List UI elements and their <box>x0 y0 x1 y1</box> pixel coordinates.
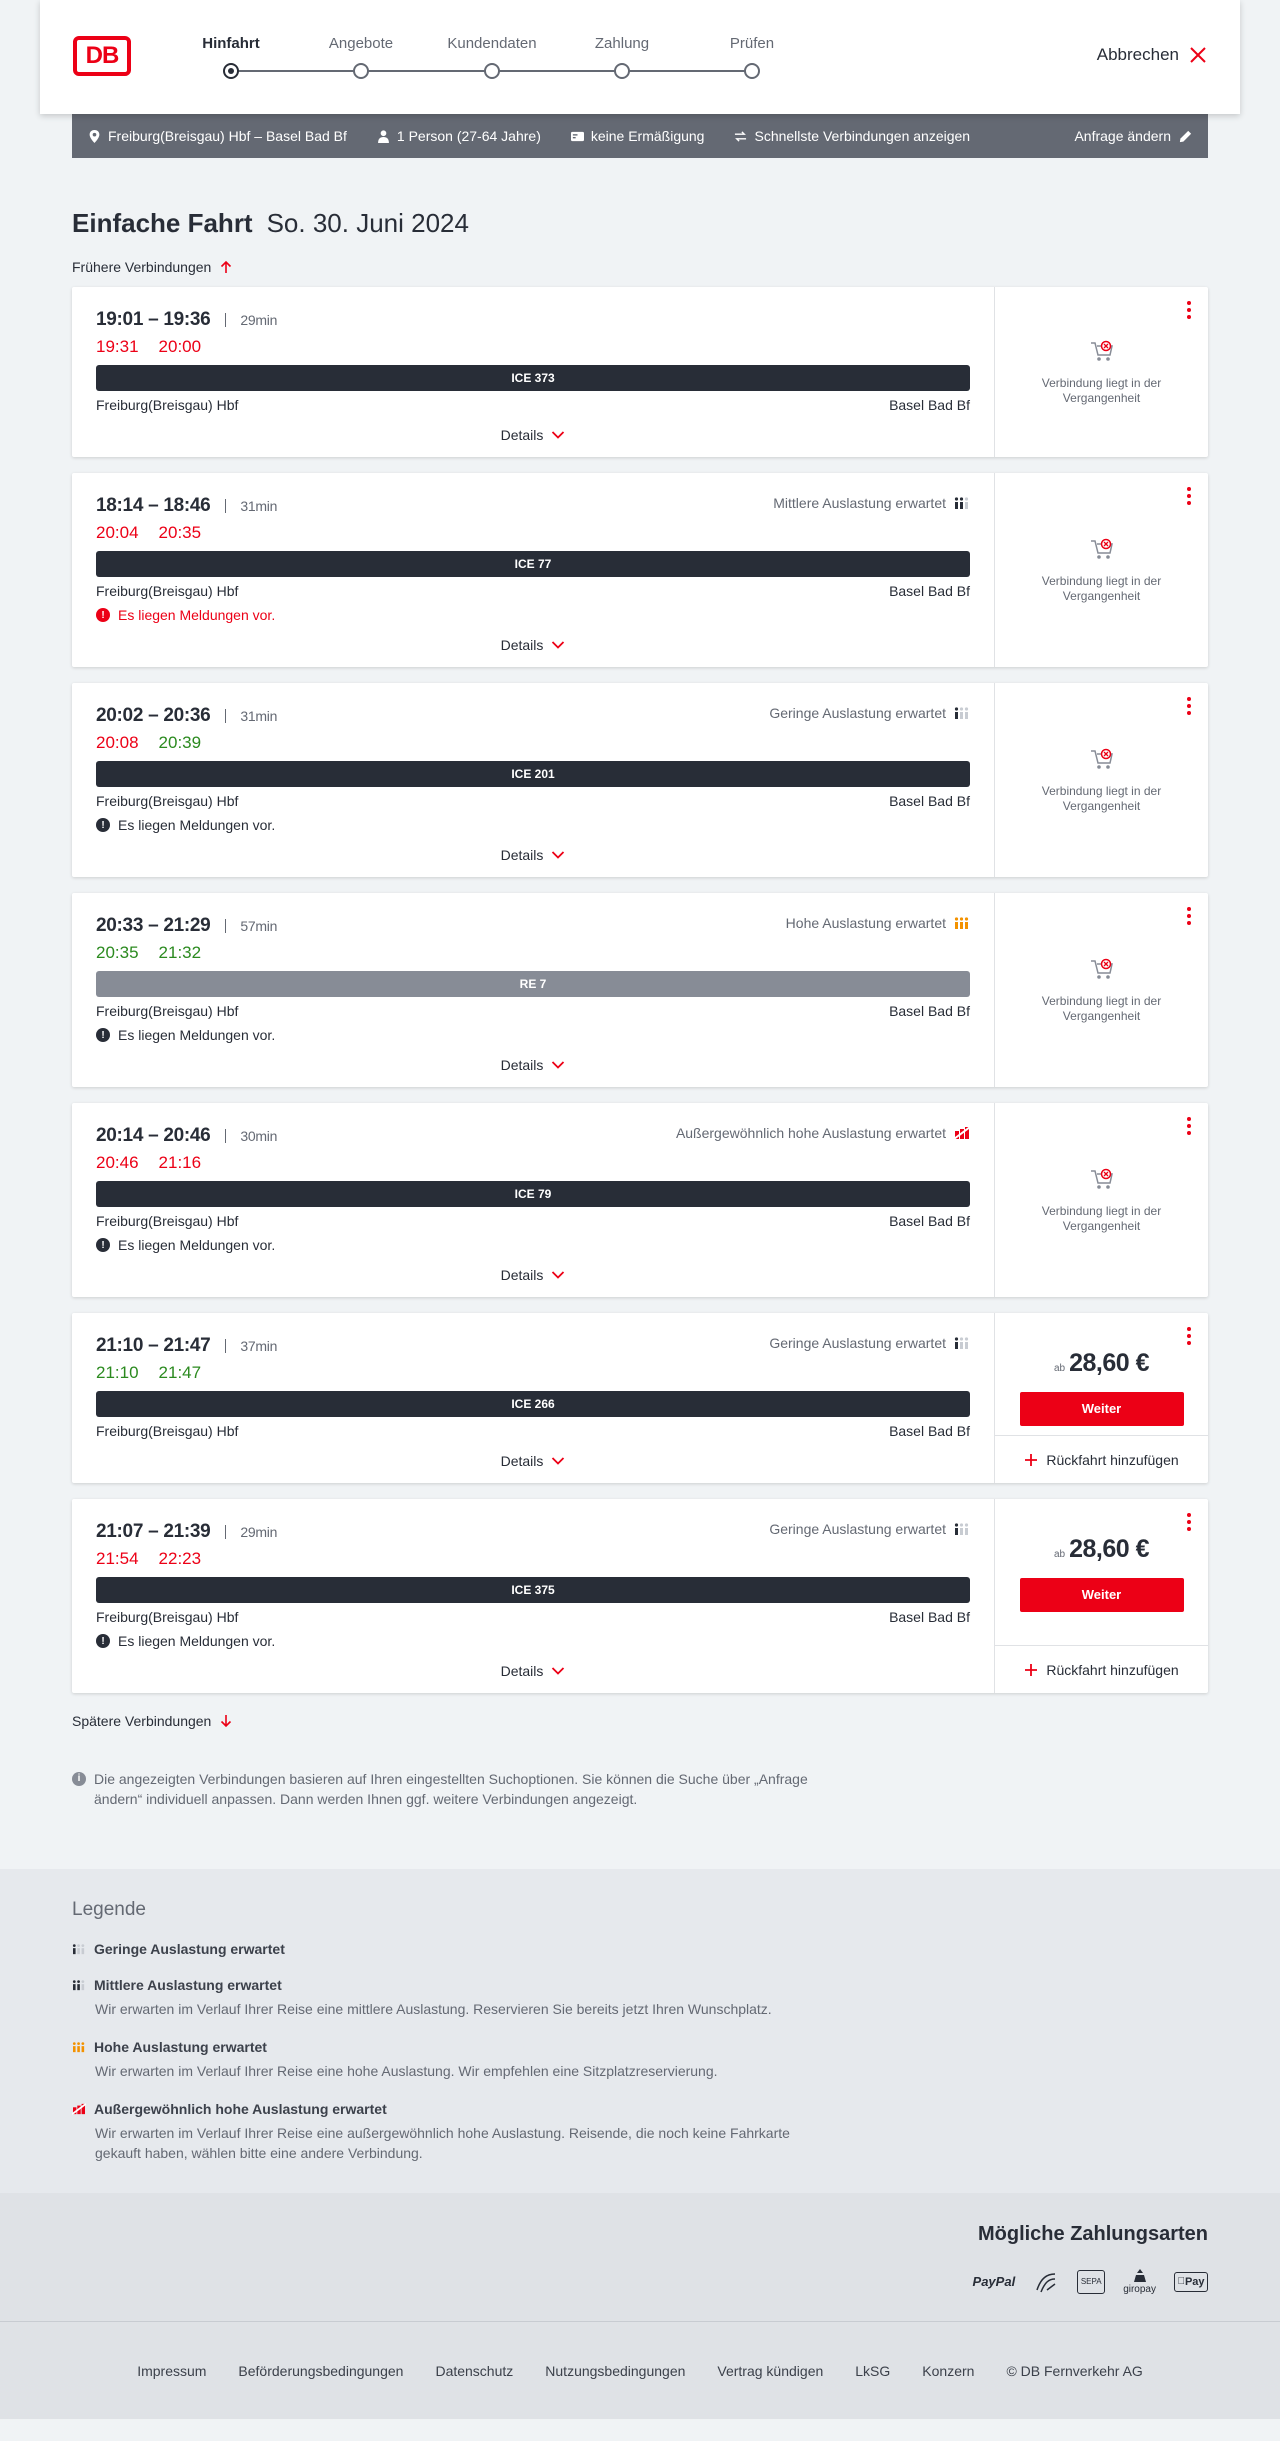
legend-item <box>72 1941 1208 1957</box>
route-summary <box>88 128 347 144</box>
planned-time-range: 20:02 – 20:36 <box>96 705 211 726</box>
discount-text: keine Ermäßigung <box>590 128 705 144</box>
abort-button[interactable] <box>1097 45 1207 65</box>
connection-card <box>72 893 1208 1087</box>
trip-date: So. 30. Juni 2024 <box>266 208 469 238</box>
swap-arrows-icon <box>734 130 747 143</box>
step-hinfahrt <box>171 34 291 79</box>
load-indicator <box>676 1125 970 1141</box>
step-angebote <box>301 34 421 79</box>
train-bar[interactable]: ICE 375 <box>96 1577 970 1603</box>
details-toggle[interactable] <box>96 1057 970 1073</box>
legend-item-heading <box>72 2101 1208 2117</box>
connection-offer <box>995 683 1208 877</box>
stations <box>96 1609 970 1625</box>
past-connection-notice <box>995 893 1208 1087</box>
cart-unavailable-icon <box>1089 536 1115 562</box>
continue-button[interactable]: Weiter <box>1020 1392 1184 1426</box>
arrow-down-icon <box>219 1714 233 1728</box>
realtime-arrival: 20:00 <box>158 337 202 356</box>
payment-methods <box>72 2268 1208 2295</box>
planned-times <box>96 309 970 331</box>
stations <box>96 583 970 599</box>
disruption-message <box>96 1027 970 1043</box>
later-label: Spätere Verbindungen <box>72 1713 212 1729</box>
step-label: Kundendaten <box>447 35 537 52</box>
details-label: Details <box>500 1663 544 1679</box>
load-low-icon <box>72 1943 86 1955</box>
change-request-label: Anfrage ändern <box>1074 128 1171 144</box>
abort-label: Abbrechen <box>1096 45 1179 64</box>
connection-offer <box>995 1499 1208 1693</box>
origin-station: Freiburg(Breisgau) Hbf <box>96 397 239 413</box>
connection-main <box>72 1313 995 1483</box>
step-kundendaten <box>432 34 552 79</box>
realtime-arrival: 21:16 <box>158 1153 202 1172</box>
realtime-departure: 21:10 <box>96 1363 139 1382</box>
duration: 29min <box>240 1524 278 1540</box>
disruption-message <box>96 817 970 833</box>
earlier-label: Frühere Verbindungen <box>72 259 212 275</box>
giropay-label: giropay <box>1123 2284 1156 2295</box>
header <box>40 0 1240 114</box>
load-low-icon <box>954 1522 970 1536</box>
load-text: Geringe Auslastung erwartet <box>769 1521 946 1537</box>
load-text: Außergewöhnlich hohe Auslastung erwartet <box>675 1125 946 1141</box>
more-options-icon[interactable] <box>1186 487 1192 505</box>
load-medium-icon <box>72 1979 86 1991</box>
load-very-high-icon <box>954 1126 970 1140</box>
separator <box>225 1525 226 1539</box>
load-indicator <box>769 1335 970 1351</box>
planned-time-range: 20:33 – 21:29 <box>96 915 211 936</box>
paypal-icon: PayPal <box>972 2274 1016 2289</box>
details-label: Details <box>500 637 544 653</box>
realtime-times <box>96 523 970 543</box>
disruption-message <box>96 607 970 623</box>
connection-card <box>72 1103 1208 1297</box>
db-logo[interactable]: DB <box>73 36 131 76</box>
passenger-summary <box>377 128 541 144</box>
disruption-message <box>96 1633 970 1649</box>
load-low-icon <box>954 1336 970 1350</box>
apple-pay-label: Pay <box>1181 2275 1201 2288</box>
direct-debit-icon <box>1033 2270 1059 2294</box>
legend-title: Legende <box>72 1899 146 1920</box>
past-connection-text: Verbindung liegt in der Vergangenheit <box>1041 376 1162 405</box>
planned-time-range: 19:01 – 19:36 <box>96 309 211 330</box>
discount-summary <box>571 128 705 144</box>
realtime-times <box>96 733 970 753</box>
search-summary-bar <box>72 114 1208 158</box>
sepa-credit-card-icon: SEPA <box>1077 2270 1105 2294</box>
add-return-label: Rückfahrt hinzufügen <box>1046 1661 1179 1678</box>
legend-item-desc: Wir erwarten im Verlauf Ihrer Reise eine außergewöhnlich hohe Auslastung. Reisende, die noch keine Fahrkarte gekauft haben, wählen bitte eine andere Verbindung. <box>95 2125 790 2161</box>
step-dot <box>223 63 239 79</box>
disruption-text: Es liegen Meldungen vor. <box>118 1633 276 1649</box>
trip-type: Einfache Fahrt <box>72 208 253 238</box>
connection-offer <box>995 287 1208 457</box>
search-info-note <box>72 1769 832 1809</box>
later-connections-link[interactable] <box>72 1713 1208 1729</box>
connection-main <box>72 473 995 667</box>
price-value: 28,60 € <box>1069 1349 1150 1377</box>
alert-icon: ! <box>96 1634 110 1648</box>
realtime-times <box>96 337 970 357</box>
legend-section <box>0 1869 1280 2193</box>
load-low-icon <box>954 706 970 720</box>
origin-station: Freiburg(Breisgau) Hbf <box>96 1213 239 1229</box>
origin-station: Freiburg(Breisgau) Hbf <box>96 1003 239 1019</box>
footer-link[interactable]: Beförderungsbedingungen <box>238 2362 404 2379</box>
realtime-departure: 20:04 <box>96 523 139 542</box>
origin-station: Freiburg(Breisgau) Hbf <box>96 583 239 599</box>
add-return-trip-button[interactable] <box>995 1645 1208 1693</box>
step-zahlung <box>562 34 682 79</box>
realtime-times <box>96 1363 970 1383</box>
duration: 31min <box>240 708 278 724</box>
step-label: Zahlung <box>594 35 650 52</box>
planned-time-range: 21:07 – 21:39 <box>96 1521 211 1542</box>
apple-pay-icon <box>1174 2272 1208 2292</box>
step-dot <box>614 63 630 79</box>
legend-item <box>72 2039 1208 2081</box>
step-dot <box>744 63 760 79</box>
more-options-icon[interactable] <box>1186 907 1192 925</box>
footer-link[interactable]: LkSG <box>855 2362 891 2379</box>
more-options-icon[interactable] <box>1186 1327 1192 1345</box>
legend-item-title: Hohe Auslastung erwartet <box>94 2039 267 2055</box>
train-bar[interactable]: RE 7 <box>96 971 970 997</box>
planned-time-range: 20:14 – 20:46 <box>96 1125 211 1146</box>
price <box>995 1349 1208 1378</box>
train-bar[interactable]: ICE 77 <box>96 551 970 577</box>
past-connection-notice <box>995 287 1208 457</box>
legend-item-desc: Wir erwarten im Verlauf Ihrer Reise eine hohe Auslastung. Wir empfehlen eine Sitzplatzreservierung. <box>95 2063 718 2079</box>
details-toggle[interactable] <box>96 1267 970 1283</box>
info-text: Die angezeigten Verbindungen basieren auf Ihren eingestellten Suchoptionen. Sie können die Suche über „Anfrage ändern“ individuell anpassen. Dann werden Ihnen ggf. weitere Verbindungen angezeigt. <box>94 1771 808 1807</box>
past-connection-text: Verbindung liegt in der Vergangenheit <box>1041 994 1162 1023</box>
past-connection-notice <box>995 683 1208 877</box>
disruption-text: Es liegen Meldungen vor. <box>118 1237 276 1253</box>
connection-list <box>72 287 1208 1693</box>
footer-link[interactable]: Impressum <box>137 2362 207 2379</box>
payment-section <box>0 2193 1280 2321</box>
arrow-up-icon <box>219 260 233 274</box>
chevron-down-icon <box>551 850 565 860</box>
chevron-down-icon <box>551 1270 565 1280</box>
destination-station: Basel Bad Bf <box>889 583 970 599</box>
details-toggle[interactable] <box>96 1453 970 1469</box>
price-value: 28,60 € <box>1069 1535 1150 1563</box>
stations <box>96 1213 970 1229</box>
duration: 31min <box>240 498 278 514</box>
route-text: Freiburg(Breisgau) Hbf – Basel Bad Bf <box>108 128 347 144</box>
footer-link[interactable]: Nutzungsbedingungen <box>545 2362 686 2379</box>
option-summary <box>734 128 970 144</box>
footer-link[interactable]: © DB Fernverkehr AG <box>1006 2362 1143 2379</box>
origin-station: Freiburg(Breisgau) Hbf <box>96 793 239 809</box>
connection-offer <box>995 1313 1208 1483</box>
connection-main <box>72 893 995 1087</box>
realtime-arrival: 20:39 <box>158 733 202 752</box>
train-bar[interactable]: ICE 373 <box>96 365 970 391</box>
chevron-down-icon <box>551 1060 565 1070</box>
giropay-icon <box>1123 2268 1156 2295</box>
load-high-icon <box>72 2041 86 2053</box>
legend-item <box>72 2101 1208 2163</box>
realtime-times <box>96 1549 970 1569</box>
cart-unavailable-icon <box>1089 956 1115 982</box>
load-text: Geringe Auslastung erwartet <box>769 1335 946 1351</box>
realtime-departure: 20:08 <box>96 733 139 752</box>
step-label: Angebote <box>328 35 394 52</box>
details-toggle[interactable] <box>96 1663 970 1679</box>
footer-link[interactable]: Vertrag kündigen <box>717 2362 824 2379</box>
disruption-text: Es liegen Meldungen vor. <box>118 607 276 623</box>
step-pruefen <box>692 34 812 79</box>
details-label: Details <box>500 1453 544 1469</box>
realtime-arrival: 21:32 <box>158 943 202 962</box>
footer-link[interactable]: Datenschutz <box>435 2362 514 2379</box>
past-connection-notice <box>995 473 1208 667</box>
details-label: Details <box>500 427 544 443</box>
more-options-icon[interactable] <box>1186 1513 1192 1531</box>
disruption-text: Es liegen Meldungen vor. <box>118 1027 276 1043</box>
details-toggle[interactable] <box>96 427 970 443</box>
cart-unavailable-icon <box>1089 1166 1115 1192</box>
realtime-departure: 20:35 <box>96 943 139 962</box>
train-bar[interactable]: ICE 266 <box>96 1391 970 1417</box>
connection-offer <box>995 1103 1208 1297</box>
plus-icon <box>1024 1453 1038 1467</box>
load-high-icon <box>954 916 970 930</box>
realtime-times <box>96 943 970 963</box>
duration: 37min <box>240 1338 278 1354</box>
destination-station: Basel Bad Bf <box>889 1213 970 1229</box>
stations <box>96 397 970 413</box>
add-return-trip-button[interactable] <box>995 1435 1208 1483</box>
legend-item-heading <box>72 2039 1208 2055</box>
planned-time-range: 18:14 – 18:46 <box>96 495 211 516</box>
realtime-arrival: 22:23 <box>158 1549 202 1568</box>
connection-card <box>72 1313 1208 1483</box>
alert-icon: ! <box>96 1238 110 1252</box>
duration: 57min <box>240 918 278 934</box>
chevron-down-icon <box>551 640 565 650</box>
legend-item-title: Außergewöhnlich hohe Auslastung erwartet <box>94 2101 387 2117</box>
planned-time-range: 21:10 – 21:47 <box>96 1335 211 1356</box>
connection-main <box>72 683 995 877</box>
origin-station: Freiburg(Breisgau) Hbf <box>96 1609 239 1625</box>
load-very-high-icon <box>72 2103 86 2115</box>
duration: 29min <box>240 312 278 328</box>
details-label: Details <box>500 847 544 863</box>
price-prefix: ab <box>1053 1363 1066 1374</box>
connection-offer <box>995 893 1208 1087</box>
train-bar[interactable]: ICE 201 <box>96 761 970 787</box>
option-text: Schnellste Verbindungen anzeigen <box>754 128 971 144</box>
chevron-down-icon <box>551 1456 565 1466</box>
details-toggle[interactable] <box>96 847 970 863</box>
separator <box>225 919 226 933</box>
disruption-text: Es liegen Meldungen vor. <box>118 817 276 833</box>
more-options-icon[interactable] <box>1186 301 1192 319</box>
load-medium-icon <box>954 496 970 510</box>
legend-item-heading <box>72 1977 1208 1993</box>
add-return-label: Rückfahrt hinzufügen <box>1046 1451 1179 1468</box>
connection-card <box>72 287 1208 457</box>
details-label: Details <box>500 1267 544 1283</box>
details-label: Details <box>500 1057 544 1073</box>
chevron-down-icon <box>551 1666 565 1676</box>
chevron-down-icon <box>551 430 565 440</box>
price <box>995 1535 1208 1564</box>
payment-title: Mögliche Zahlungsarten <box>977 2223 1208 2245</box>
details-toggle[interactable] <box>96 637 970 653</box>
footer <box>0 2321 1280 2419</box>
past-connection-notice <box>995 1103 1208 1297</box>
past-connection-text: Verbindung liegt in der Vergangenheit <box>1041 1204 1162 1233</box>
step-dot <box>484 63 500 79</box>
duration: 30min <box>240 1128 278 1144</box>
past-connection-text: Verbindung liegt in der Vergangenheit <box>1041 784 1162 813</box>
plus-icon <box>1024 1663 1038 1677</box>
stations <box>96 793 970 809</box>
past-connection-text: Verbindung liegt in der Vergangenheit <box>1041 574 1162 603</box>
realtime-arrival: 21:47 <box>158 1363 202 1382</box>
origin-station: Freiburg(Breisgau) Hbf <box>96 1423 239 1439</box>
continue-button[interactable]: Weiter <box>1020 1578 1184 1612</box>
legend-item-desc: Wir erwarten im Verlauf Ihrer Reise eine mittlere Auslastung. Reservieren Sie bereits jetzt Ihren Wunschplatz. <box>95 2001 772 2017</box>
info-icon: i <box>72 1772 86 1786</box>
connection-card <box>72 683 1208 877</box>
load-indicator <box>786 915 970 931</box>
alert-icon: ! <box>96 818 110 832</box>
separator <box>225 1129 226 1143</box>
main-content <box>72 208 1208 1809</box>
earlier-connections-link[interactable] <box>72 259 1208 275</box>
legend-item <box>72 1977 1208 2019</box>
change-request-button[interactable] <box>1074 128 1192 144</box>
destination-station: Basel Bad Bf <box>889 1003 970 1019</box>
more-options-icon[interactable] <box>1186 697 1192 715</box>
realtime-departure: 21:54 <box>96 1549 139 1568</box>
connection-card <box>72 473 1208 667</box>
separator <box>225 1339 226 1353</box>
train-bar[interactable]: ICE 79 <box>96 1181 970 1207</box>
connection-card <box>72 1499 1208 1693</box>
load-text: Mittlere Auslastung erwartet <box>773 495 946 511</box>
cart-unavailable-icon <box>1089 746 1115 772</box>
realtime-departure: 19:31 <box>96 337 139 356</box>
price-prefix: ab <box>1053 1549 1066 1560</box>
stations <box>96 1003 970 1019</box>
connection-main <box>72 287 995 457</box>
connection-main <box>72 1103 995 1297</box>
cart-unavailable-icon <box>1089 338 1115 364</box>
separator <box>225 313 226 327</box>
load-indicator <box>773 495 970 511</box>
close-icon <box>1189 46 1207 64</box>
destination-station: Basel Bad Bf <box>889 1423 970 1439</box>
location-pin-icon <box>88 130 101 143</box>
disruption-message <box>96 1237 970 1253</box>
pencil-icon <box>1179 130 1192 143</box>
separator <box>225 499 226 513</box>
load-text: Hohe Auslastung erwartet <box>785 915 946 931</box>
step-dot <box>353 63 369 79</box>
bahncard-icon <box>571 130 584 143</box>
destination-station: Basel Bad Bf <box>889 793 970 809</box>
realtime-arrival: 20:35 <box>158 523 202 542</box>
step-label: Prüfen <box>729 35 775 52</box>
progress-stepper <box>202 34 775 84</box>
separator <box>225 709 226 723</box>
connection-offer <box>995 473 1208 667</box>
more-options-icon[interactable] <box>1186 1117 1192 1135</box>
legend-item-title: Mittlere Auslastung erwartet <box>94 1977 282 1993</box>
realtime-times <box>96 1153 970 1173</box>
stations <box>96 1423 970 1439</box>
load-text: Geringe Auslastung erwartet <box>769 705 946 721</box>
connection-main <box>72 1499 995 1693</box>
alert-icon: ! <box>96 1028 110 1042</box>
destination-station: Basel Bad Bf <box>889 1609 970 1625</box>
passenger-text: 1 Person (27-64 Jahre) <box>396 128 541 144</box>
load-indicator <box>769 705 970 721</box>
destination-station: Basel Bad Bf <box>889 397 970 413</box>
alert-icon: ! <box>96 608 110 622</box>
step-label: Hinfahrt <box>202 35 260 52</box>
page-title <box>72 208 1208 239</box>
legend-item-title: Geringe Auslastung erwartet <box>94 1941 285 1957</box>
legend-item-heading <box>72 1941 1208 1957</box>
footer-link[interactable]: Konzern <box>922 2362 975 2379</box>
realtime-departure: 20:46 <box>96 1153 139 1172</box>
load-indicator <box>769 1521 970 1537</box>
person-icon <box>377 130 390 143</box>
